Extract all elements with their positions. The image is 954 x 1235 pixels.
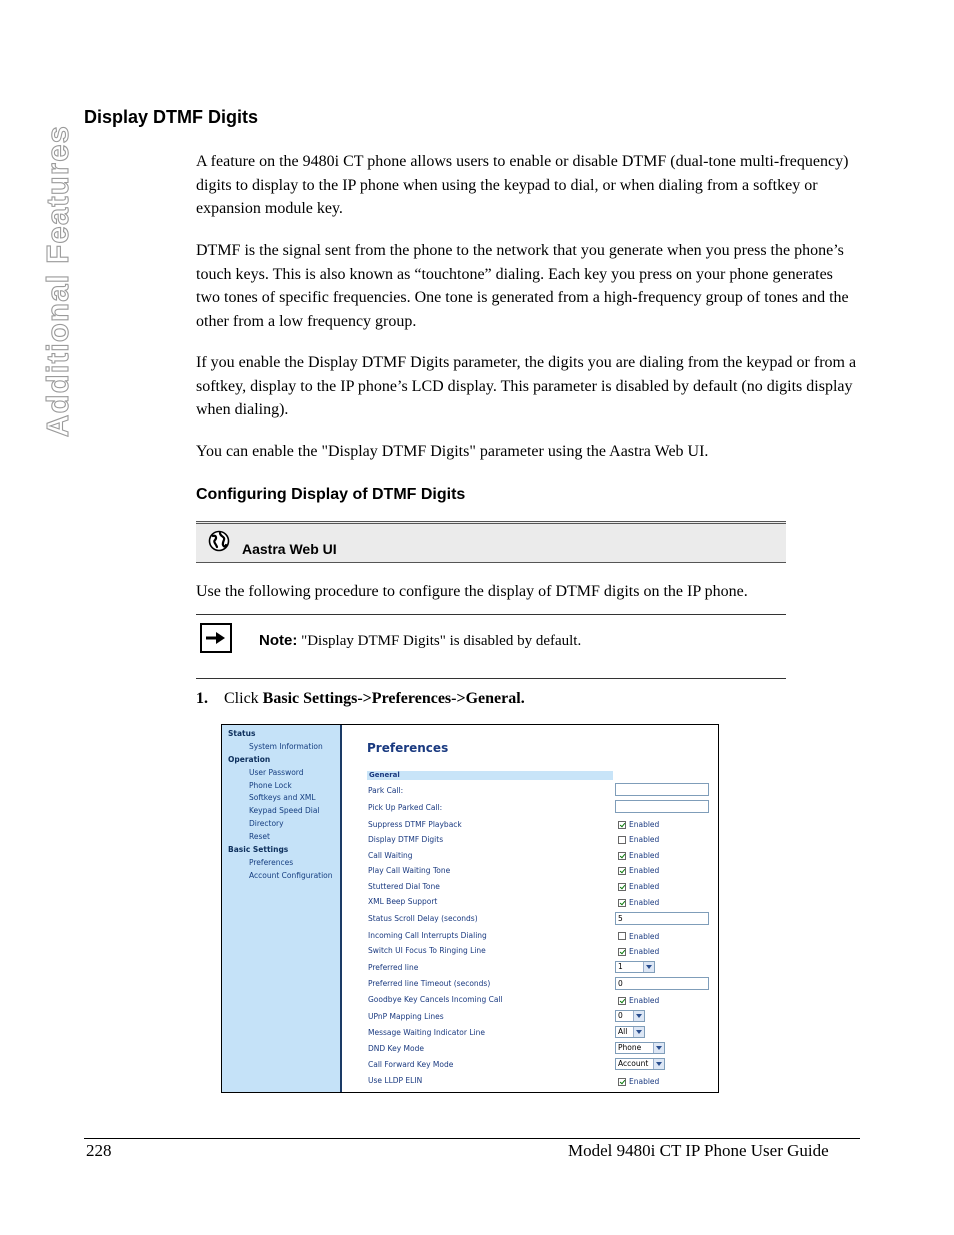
nav-item-preferences[interactable]: Preferences xyxy=(249,858,294,867)
suppress-dtmf-playback-enabled-label: Enabled xyxy=(629,820,660,829)
row-label-upnp-mapping-lines: UPnP Mapping Lines xyxy=(368,1012,444,1021)
row-label-call-waiting: Call Waiting xyxy=(368,851,413,860)
guide-title: Model 9480i CT IP Phone User Guide xyxy=(568,1141,829,1160)
chevron-down-icon xyxy=(653,1059,664,1069)
dnd-key-mode-select[interactable] xyxy=(615,1042,665,1054)
paragraph-2: DTMF is the signal sent from the phone to the network that you generate when you press the phone’s touch keys. This is also known as “touchtone” dialing. Each key you press on your phone generates two tones of specific frequencies. One tone is generated from a high-frequency group of tones and the other from a low frequency group. xyxy=(196,242,849,330)
row-label-xml-beep-support: XML Beep Support xyxy=(368,897,438,906)
chevron-down-icon xyxy=(653,1043,664,1053)
play-call-waiting-tone-enabled-label: Enabled xyxy=(629,866,660,875)
web-ui-screenshot xyxy=(221,724,719,1093)
procedure-intro: Use the following procedure to configure the display of DTMF digits on the IP phone. xyxy=(196,583,748,600)
xml-beep-support-checkbox[interactable] xyxy=(618,899,626,907)
section-title: Display DTMF Digits xyxy=(84,107,259,127)
row-label-pick-up-parked-call: Pick Up Parked Call: xyxy=(368,803,443,812)
chapter-side-title-text: Additional Features xyxy=(40,124,76,437)
general-group-header: General xyxy=(367,771,613,780)
xml-beep-support-enabled-label: Enabled xyxy=(629,898,660,907)
row-label-message-waiting-indicator-line: Message Waiting Indicator Line xyxy=(368,1028,485,1037)
nav-item-account-configuration[interactable]: Account Configuration xyxy=(249,871,333,880)
call-forward-key-mode-value: Account xyxy=(618,1059,649,1068)
row-label-use-lldp-elin: Use LLDP ELIN xyxy=(368,1076,423,1085)
nav-item-reset[interactable]: Reset xyxy=(249,832,270,841)
chevron-down-icon xyxy=(633,1027,644,1037)
chevron-down-icon xyxy=(633,1011,644,1021)
arrow-right-icon xyxy=(200,623,232,653)
message-waiting-indicator-line-value: All xyxy=(618,1027,628,1036)
row-label-preferred-line: Preferred line xyxy=(368,963,419,972)
call-waiting-checkbox[interactable] xyxy=(618,852,626,860)
use-lldp-elin-checkbox[interactable] xyxy=(618,1078,626,1086)
footer-rule xyxy=(84,1138,860,1139)
row-label-suppress-dtmf-playback: Suppress DTMF Playback xyxy=(368,820,462,829)
note-bottom-rule xyxy=(196,678,786,679)
row-label-switch-ui-focus: Switch UI Focus To Ringing Line xyxy=(368,946,486,955)
chapter-side-title xyxy=(36,108,80,453)
row-label-incoming-call-interrupts-dialing: Incoming Call Interrupts Dialing xyxy=(368,931,487,940)
preferred-line-select[interactable] xyxy=(615,961,655,973)
row-label-preferred-line-timeout: Preferred line Timeout (seconds) xyxy=(368,979,491,988)
nav-section-operation[interactable]: Operation xyxy=(228,755,271,764)
call-waiting-enabled-label: Enabled xyxy=(629,851,660,860)
switch-ui-focus-checkbox[interactable] xyxy=(618,948,626,956)
nav-item-phone-lock[interactable]: Phone Lock xyxy=(249,781,292,790)
row-label-goodbye-key-cancels: Goodbye Key Cancels Incoming Call xyxy=(368,995,503,1004)
page-number: 228 xyxy=(86,1141,112,1160)
pick-up-parked-call-input[interactable] xyxy=(615,800,709,813)
web-ui-banner xyxy=(196,521,786,563)
note-top-rule xyxy=(196,614,786,615)
step-prefix: Click xyxy=(224,690,263,707)
row-label-play-call-waiting-tone: Play Call Waiting Tone xyxy=(368,866,451,875)
switch-ui-focus-enabled-label: Enabled xyxy=(629,947,660,956)
row-label-display-dtmf-digits: Display DTMF Digits xyxy=(368,835,444,844)
upnp-mapping-lines-value: 0 xyxy=(618,1011,623,1020)
preferred-line-value: 1 xyxy=(618,962,623,971)
note-text: "Display DTMF Digits" is disabled by default. xyxy=(301,633,582,649)
note xyxy=(259,632,581,650)
note-label: Note: xyxy=(259,632,298,649)
suppress-dtmf-playback-checkbox[interactable] xyxy=(618,821,626,829)
row-label-call-forward-key-mode: Call Forward Key Mode xyxy=(368,1060,454,1069)
dnd-key-mode-value: Phone xyxy=(618,1043,642,1052)
stuttered-dial-tone-checkbox[interactable] xyxy=(618,883,626,891)
use-lldp-elin-enabled-label: Enabled xyxy=(629,1077,660,1086)
status-scroll-delay-input[interactable]: 5 xyxy=(615,912,709,925)
display-dtmf-digits-checkbox[interactable] xyxy=(618,836,626,844)
chevron-down-icon xyxy=(643,962,654,972)
subsection-title: Configuring Display of DTMF Digits xyxy=(196,486,466,503)
paragraph-3: If you enable the Display DTMF Digits parameter, the digits you are dialing from the keypad or from a softkey, display to the IP phone’s LCD display. This parameter is disabled by default (no digits display when dialing). xyxy=(196,354,857,418)
incoming-call-interrupts-dialing-enabled-label: Enabled xyxy=(629,932,660,941)
incoming-call-interrupts-dialing-checkbox[interactable] xyxy=(618,932,626,940)
step-number: 1. xyxy=(196,690,208,707)
play-call-waiting-tone-checkbox[interactable] xyxy=(618,867,626,875)
nav-item-keypad-speed-dial[interactable]: Keypad Speed Dial xyxy=(249,806,320,815)
nav-item-directory[interactable]: Directory xyxy=(249,819,284,828)
web-ui-label: Aastra Web UI xyxy=(242,541,337,557)
upnp-mapping-lines-select[interactable] xyxy=(615,1010,645,1022)
nav-item-user-password[interactable]: User Password xyxy=(249,768,304,777)
row-label-park-call: Park Call: xyxy=(368,786,404,795)
step-menu-path: Basic Settings->Preferences->General. xyxy=(262,690,525,707)
paragraph-1: A feature on the 9480i CT phone allows users to enable or disable DTMF (dual-tone multi-frequency) digits to display to the IP phone when using the keypad to dial, or when dialing from a softkey or expansion module key. xyxy=(196,153,849,217)
goodbye-key-cancels-enabled-label: Enabled xyxy=(629,996,660,1005)
stuttered-dial-tone-enabled-label: Enabled xyxy=(629,882,660,891)
goodbye-key-cancels-checkbox[interactable] xyxy=(618,997,626,1005)
nav-section-basic-settings[interactable]: Basic Settings xyxy=(228,845,289,854)
row-label-status-scroll-delay: Status Scroll Delay (seconds) xyxy=(368,914,478,923)
row-label-dnd-key-mode: DND Key Mode xyxy=(368,1044,424,1053)
row-label-stuttered-dial-tone: Stuttered Dial Tone xyxy=(368,882,440,891)
call-forward-key-mode-select[interactable] xyxy=(615,1058,665,1070)
nav-item-system-information[interactable]: System Information xyxy=(249,742,323,751)
park-call-input[interactable] xyxy=(615,783,709,796)
message-waiting-indicator-line-select[interactable] xyxy=(615,1026,645,1038)
globe-icon xyxy=(208,530,230,552)
nav-pane xyxy=(222,725,342,1092)
display-dtmf-digits-enabled-label: Enabled xyxy=(629,835,660,844)
paragraph-4: You can enable the "Display DTMF Digits" parameter using the Aastra Web UI. xyxy=(196,443,709,460)
nav-section-status[interactable]: Status xyxy=(228,729,256,738)
procedure-step-1 xyxy=(196,690,525,708)
preferred-line-timeout-input[interactable]: 0 xyxy=(615,977,709,990)
preferences-title: Preferences xyxy=(367,741,449,755)
nav-item-softkeys-xml[interactable]: Softkeys and XML xyxy=(249,793,316,802)
